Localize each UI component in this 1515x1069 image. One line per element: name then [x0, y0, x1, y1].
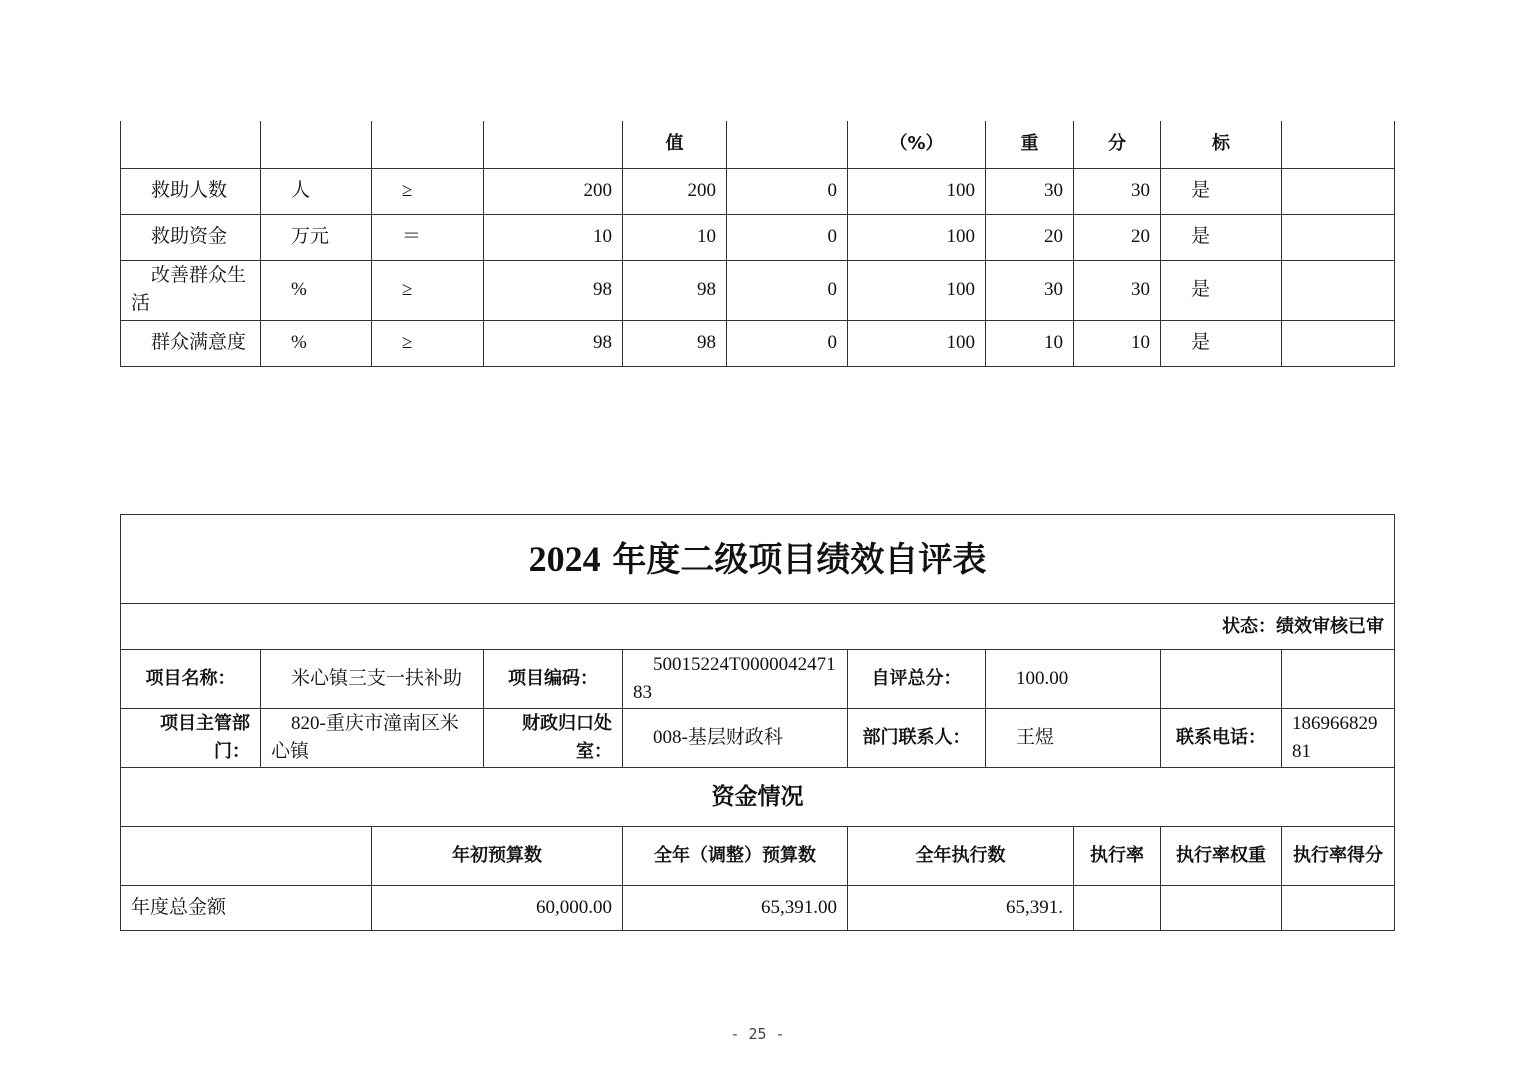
- funds-header-score: 执行率得分: [1282, 827, 1395, 886]
- indicator-unit: 万元: [261, 214, 372, 260]
- header-value: 值: [623, 121, 727, 168]
- indicator-actual: 10: [623, 214, 727, 260]
- indicator-actual: 98: [623, 320, 727, 366]
- indicator-weight: 30: [986, 260, 1074, 320]
- indicator-operator: ≥: [372, 168, 484, 214]
- indicator-name: 救助人数: [121, 168, 261, 214]
- header-score: 分: [1074, 121, 1161, 168]
- project-name: 米心镇三支一扶补助: [261, 650, 484, 709]
- contact: 王煜: [986, 709, 1161, 768]
- department-info-row: [121, 709, 1395, 768]
- dept: 820-重庆市潼南区米心镇: [261, 709, 484, 768]
- status-badge: 状态：绩效审核已审: [121, 604, 1395, 650]
- indicator-rate: 100: [848, 214, 986, 260]
- indicator-weight: 30: [986, 168, 1074, 214]
- funds-weight: [1161, 886, 1282, 931]
- finance-office: 008-基层财政科: [623, 709, 848, 768]
- indicator-operator: ≥: [372, 320, 484, 366]
- indicator-unit: %: [261, 260, 372, 320]
- header-met: 标: [1161, 121, 1282, 168]
- indicator-deviation: 0: [727, 168, 848, 214]
- indicator-header-row: [121, 121, 1395, 168]
- funds-header-adjusted: 全年（调整）预算数: [623, 827, 848, 886]
- indicator-unit: 人: [261, 168, 372, 214]
- indicator-deviation: 0: [727, 260, 848, 320]
- indicator-target: 98: [484, 260, 623, 320]
- table-row: [121, 320, 1395, 366]
- indicator-actual: 200: [623, 168, 727, 214]
- phone-label: 联系电话：: [1161, 709, 1282, 768]
- funds-score: [1282, 886, 1395, 931]
- indicator-weight: 20: [986, 214, 1074, 260]
- indicator-note: [1282, 168, 1395, 214]
- indicator-table: [120, 121, 1395, 367]
- project-info-row: [121, 650, 1395, 709]
- indicator-unit: %: [261, 320, 372, 366]
- indicator-rate: 100: [848, 260, 986, 320]
- page-title: [121, 515, 1395, 604]
- title-text: 年度二级项目绩效自评表: [612, 539, 987, 580]
- indicator-met: 是: [1161, 214, 1282, 260]
- header-weight: 重: [986, 121, 1074, 168]
- indicator-operator: ≥: [372, 260, 484, 320]
- indicator-rate: 100: [848, 320, 986, 366]
- indicator-rate: 100: [848, 168, 986, 214]
- indicator-deviation: 0: [727, 214, 848, 260]
- project-code-label: 项目编码：: [484, 650, 623, 709]
- funds-header-executed: 全年执行数: [848, 827, 1074, 886]
- table-row: [121, 214, 1395, 260]
- page-number: - 25 -: [730, 1025, 785, 1043]
- indicator-name: 群众满意度: [121, 320, 261, 366]
- funds-header-weight: 执行率权重: [1161, 827, 1282, 886]
- funds-section-title: 资金情况: [121, 768, 1395, 827]
- funds-initial: 60,000.00: [372, 886, 623, 931]
- funds-adjusted: 65,391.00: [623, 886, 848, 931]
- contact-label: 部门联系人：: [848, 709, 986, 768]
- indicator-note: [1282, 214, 1395, 260]
- indicator-target: 200: [484, 168, 623, 214]
- indicator-met: 是: [1161, 168, 1282, 214]
- indicator-target: 98: [484, 320, 623, 366]
- funds-header-row: [121, 827, 1395, 886]
- funds-section-row: [121, 768, 1395, 827]
- indicator-weight: 10: [986, 320, 1074, 366]
- indicator-score: 20: [1074, 214, 1161, 260]
- self-score-label: 自评总分：: [848, 650, 986, 709]
- indicator-note: [1282, 320, 1395, 366]
- funds-rate: [1074, 886, 1161, 931]
- table-row: [121, 886, 1395, 931]
- funds-header-rate: 执行率: [1074, 827, 1161, 886]
- status-row: [121, 604, 1395, 650]
- dept-label: 项目主管部门：: [121, 709, 261, 768]
- indicator-name: 改善群众生活: [121, 260, 261, 320]
- indicator-name: 救助资金: [121, 214, 261, 260]
- project-code: 50015224T000004247183: [623, 650, 848, 709]
- header-percent: （%）: [848, 121, 986, 168]
- indicator-score: 30: [1074, 260, 1161, 320]
- funds-header-initial: 年初预算数: [372, 827, 623, 886]
- project-name-label: 项目名称：: [121, 650, 261, 709]
- indicator-target: 10: [484, 214, 623, 260]
- funds-executed: 65,391.: [848, 886, 1074, 931]
- indicator-operator: ＝: [372, 214, 484, 260]
- title-row: [121, 515, 1395, 604]
- indicator-deviation: 0: [727, 320, 848, 366]
- finance-office-label: 财政归口处室：: [484, 709, 623, 768]
- performance-eval-table: [120, 514, 1395, 931]
- table-row: [121, 168, 1395, 214]
- title-year: 2024: [528, 538, 601, 579]
- indicator-actual: 98: [623, 260, 727, 320]
- funds-row-label: 年度总金额: [121, 886, 372, 931]
- indicator-note: [1282, 260, 1395, 320]
- indicator-met: 是: [1161, 260, 1282, 320]
- table-row: [121, 260, 1395, 320]
- self-score: 100.00: [986, 650, 1161, 709]
- indicator-met: 是: [1161, 320, 1282, 366]
- indicator-score: 10: [1074, 320, 1161, 366]
- phone: 18696682981: [1282, 709, 1395, 768]
- indicator-score: 30: [1074, 168, 1161, 214]
